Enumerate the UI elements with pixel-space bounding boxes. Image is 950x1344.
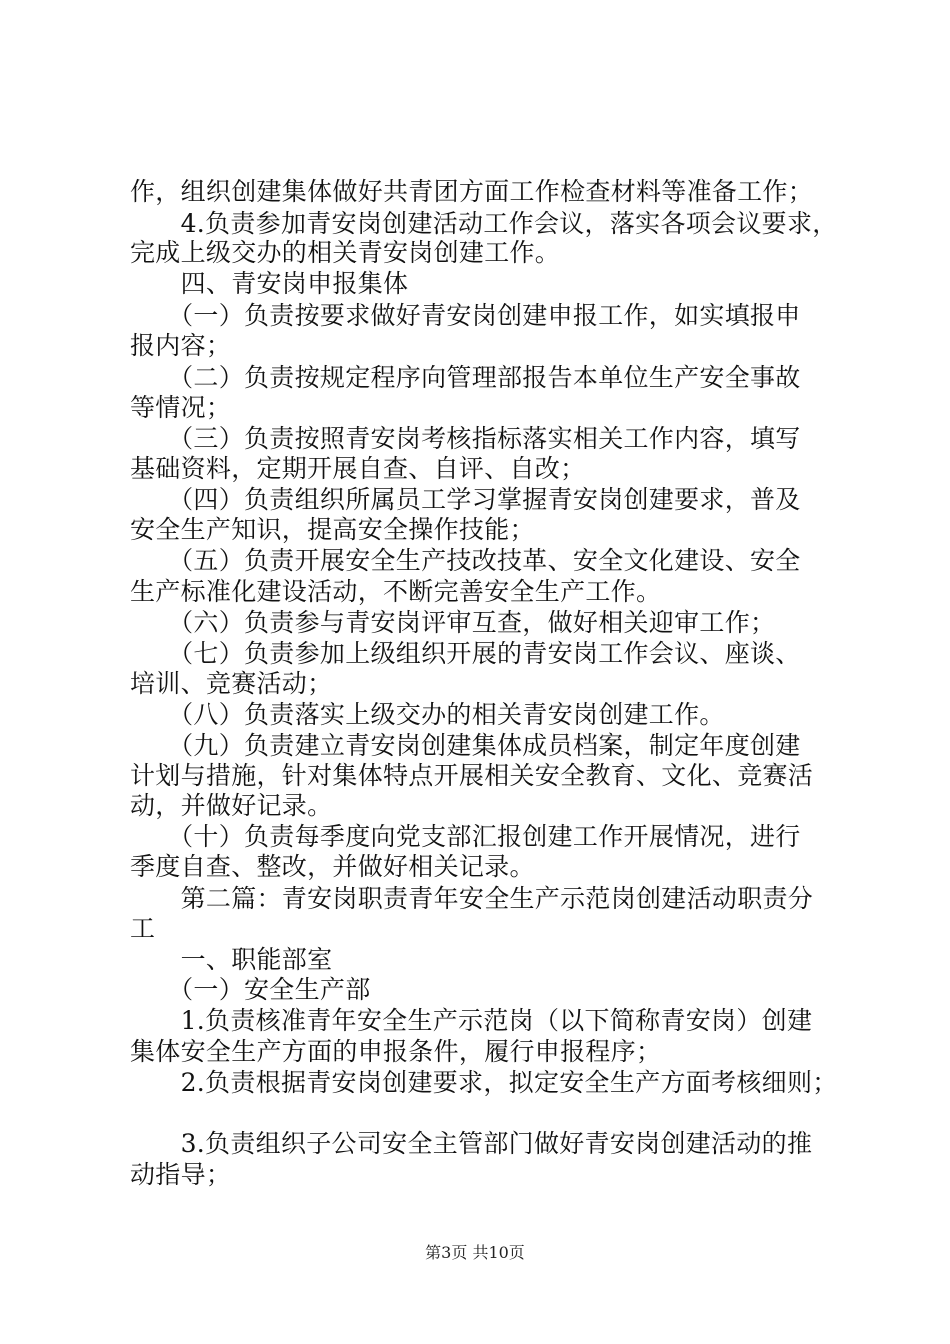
text-line: 培训、竞赛活动； [130, 669, 333, 698]
text-line: （八）负责落实上级交办的相关青安岗创建工作。 [130, 700, 725, 729]
text-line: （九）负责建立青安岗创建集体成员档案，制定年度创建 [130, 731, 801, 760]
text-line: 计划与措施，针对集体特点开展相关安全教育、文化、竞赛活 [130, 761, 814, 790]
text-line: 第二篇：青安岗职责青年安全生产示范岗创建活动职责分 [130, 884, 814, 913]
text-line: 4.负责参加青安岗创建活动工作会议，落实各项会议要求， [130, 209, 838, 238]
text-line: 安全生产知识，提高安全操作技能； [130, 515, 535, 544]
text-line: 动，并做好记录。 [130, 791, 333, 820]
text-line: 基础资料，定期开展自查、自评、自改； [130, 454, 586, 483]
text-line: 工 [130, 914, 156, 943]
text-line: 季度自查、整改，并做好相关记录。 [130, 852, 535, 881]
text-line: （三）负责按照青安岗考核指标落实相关工作内容，填写 [130, 424, 801, 453]
text-line: 3.负责组织子公司安全主管部门做好青安岗创建活动的推 [130, 1129, 813, 1158]
text-line: 生产标准化建设活动，不断完善安全生产工作。 [130, 577, 662, 606]
text-line: 完成上级交办的相关青安岗创建工作。 [130, 238, 561, 267]
text-line: （二）负责按规定程序向管理部报告本单位生产安全事故 [130, 363, 801, 392]
text-line: 集体安全生产方面的申报条件，履行申报程序； [130, 1037, 662, 1066]
text-line: （一）负责按要求做好青安岗创建申报工作，如实填报申 [130, 301, 801, 330]
text-line: （四）负责组织所属员工学习掌握青安岗创建要求，普及 [130, 485, 801, 514]
text-line: （一）安全生产部 [130, 975, 371, 1004]
text-line: （十）负责每季度向党支部汇报创建工作开展情况，进行 [130, 822, 801, 851]
text-line: （五）负责开展安全生产技改技革、安全文化建设、安全 [130, 546, 801, 575]
text-line: 一、职能部室 [130, 945, 333, 974]
text-line: 动指导； [130, 1160, 232, 1189]
text-line: 报内容； [130, 331, 232, 360]
text-line: 1.负责核准青年安全生产示范岗（以下简称青安岗）创建 [130, 1006, 813, 1035]
text-line: 作，组织创建集体做好共青团方面工作检查材料等准备工作； [130, 177, 814, 206]
page-number-footer: 第3页 共10页 [425, 1243, 525, 1262]
text-line: 四、青安岗申报集体 [130, 269, 409, 298]
text-line: （六）负责参与青安岗评审互查，做好相关迎审工作； [130, 608, 776, 637]
text-line: （七）负责参加上级组织开展的青安岗工作会议、座谈、 [130, 639, 801, 668]
text-line: 等情况； [130, 393, 232, 422]
text-line: 2.负责根据青安岗创建要求，拟定安全生产方面考核细则； [130, 1068, 838, 1097]
